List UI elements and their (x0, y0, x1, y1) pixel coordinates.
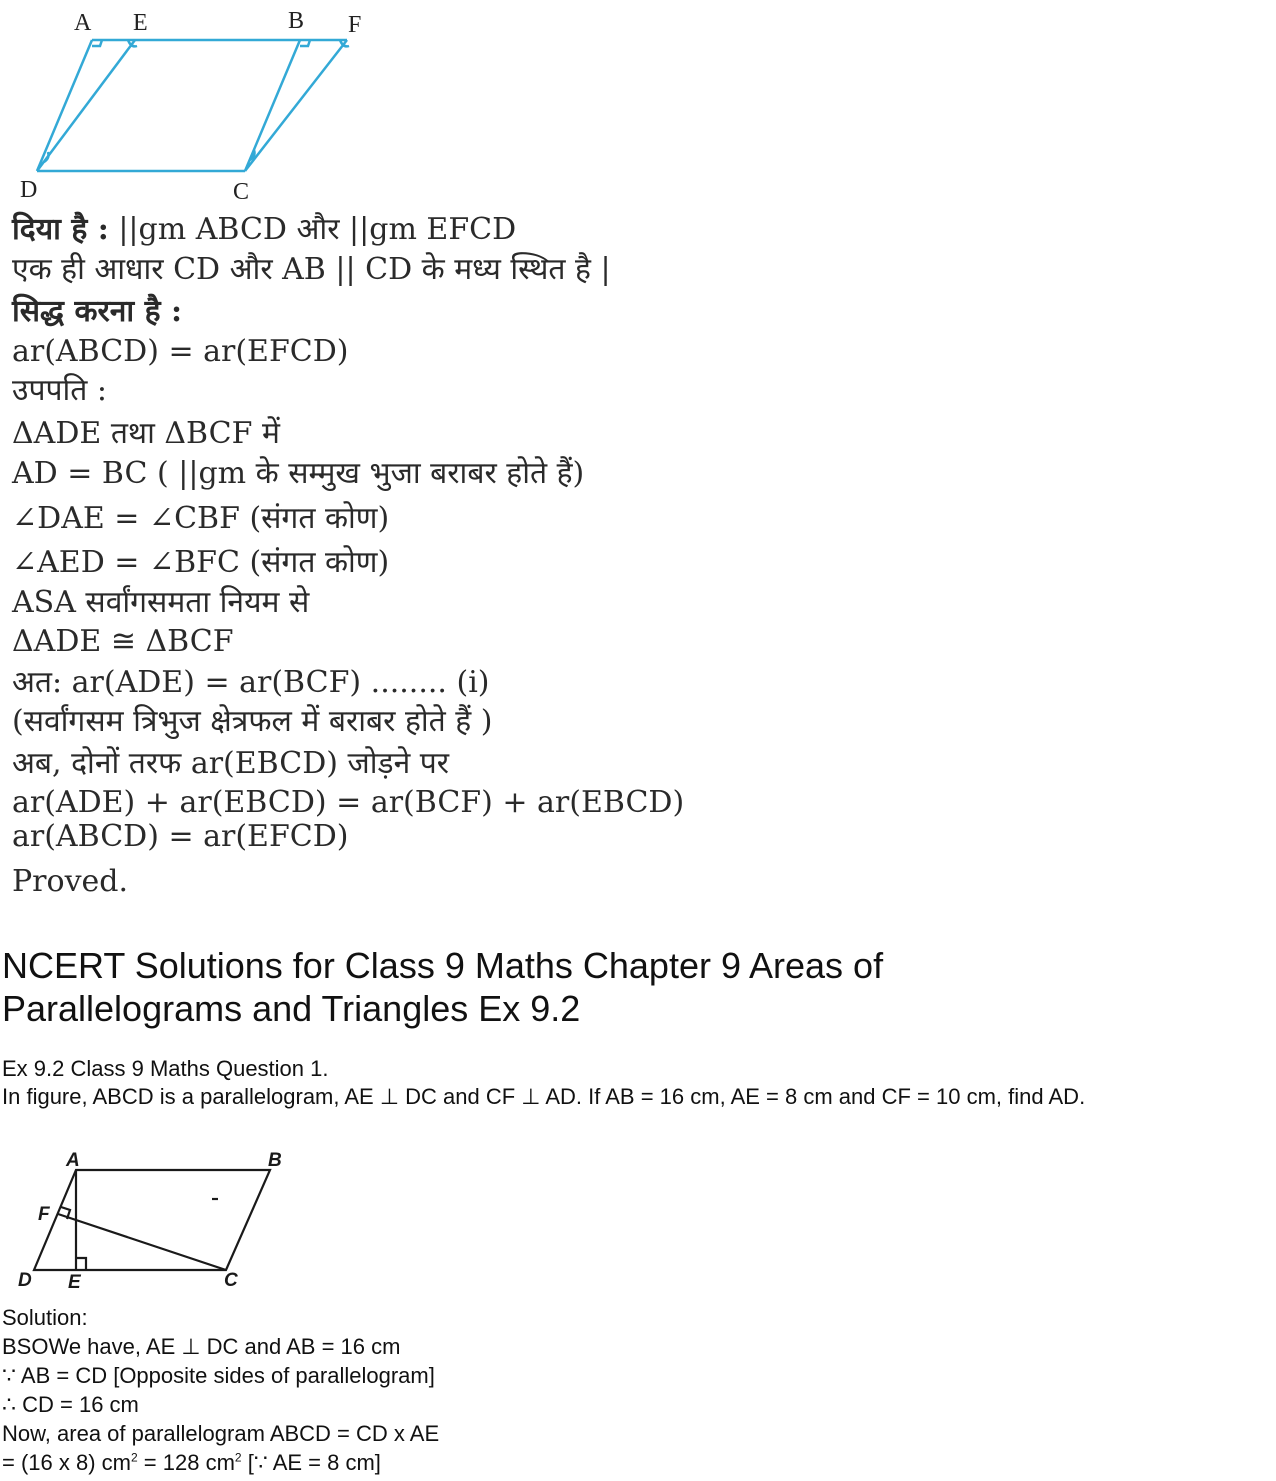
label-c: C (224, 1270, 238, 1291)
solution-line-1: BSOWe have, AE ⊥ DC and AB = 16 cm (2, 1334, 401, 1359)
superscript-2: 2 (234, 1450, 242, 1465)
question-text: In figure, ABCD is a parallelogram, AE ⊥ DC and CF ⊥ AD. If AB = 16 cm, AE = 8 cm and CF = 10 cm, find AD. (2, 1084, 1086, 1109)
label-d: D (20, 177, 38, 203)
solution-line-3: ∴ CD = 16 cm (2, 1392, 139, 1417)
proof-step-7: अत: ar(ADE) = ar(BCF) ........ (i) (12, 665, 490, 700)
proof-step-2: AD = BC ( ||gm के सम्मुख भुजा बराबर होते हैं) (12, 456, 585, 491)
question-title: Ex 9.2 Class 9 Maths Question 1. (2, 1056, 329, 1081)
solution-line-2: ∵ AB = CD [Opposite sides of parallelogram] (2, 1363, 435, 1388)
superscript-1: 2 (130, 1450, 138, 1465)
solution-line-4: Now, area of parallelogram ABCD = CD x AE (2, 1421, 440, 1446)
parallelogram-figure-question (12, 1148, 302, 1296)
parallelogram-abcd (34, 1170, 270, 1270)
proof-step-3: ∠DAE = ∠CBF (संगत कोण) (12, 501, 390, 536)
proof-label: उपपति : (12, 373, 108, 408)
given-line (12, 212, 516, 248)
given-text: ||gm ABCD और ||gm EFCD (118, 212, 517, 247)
proof-step-4: ∠AED = ∠BFC (संगत कोण) (12, 545, 390, 580)
given-line-2: एक ही आधार CD और AB || CD के मध्य स्थित है | (12, 252, 611, 287)
label-f: F (38, 1204, 50, 1225)
proof-step-8: (सर्वांगसम त्रिभुज क्षेत्रफल में बराबर होते हैं ) (12, 704, 493, 739)
solution-label: Solution: (2, 1305, 88, 1330)
proof-step-5: ASA सर्वांगसमता नियम से (12, 585, 310, 620)
label-d: D (18, 1270, 32, 1291)
solution-line-5-c: [∵ AE = 8 cm] (241, 1450, 381, 1475)
given-label: दिया है : (12, 212, 109, 247)
label-b: B (288, 8, 305, 34)
proof-step-10: ar(ADE) + ar(EBCD) = ar(BCF) + ar(EBCD) (12, 785, 685, 820)
line-fc (245, 40, 347, 171)
label-c: C (233, 179, 250, 205)
proved-text: Proved. (12, 864, 129, 899)
label-e: E (68, 1272, 81, 1293)
proof-step-6: ΔADE ≅ ΔBCF (12, 624, 234, 659)
proof-step-11: ar(ABCD) = ar(EFCD) (12, 819, 349, 854)
right-angle-e (76, 1258, 86, 1270)
line-ed (37, 40, 135, 171)
to-prove-text: ar(ABCD) = ar(EFCD) (12, 334, 349, 369)
section-heading: NCERT Solutions for Class 9 Maths Chapter 9 Areas of Parallelograms and Triangles Ex 9.2 (2, 945, 884, 1029)
label-b: B (268, 1150, 282, 1171)
solution-line-5-a: = (16 x 8) cm (2, 1450, 131, 1475)
line-ad (37, 40, 92, 171)
proof-step-9: अब, दोनों तरफ ar(EBCD) जोड़ने पर (12, 746, 450, 781)
label-f: F (348, 12, 362, 38)
proof-step-1: ΔADE तथा ΔBCF में (12, 416, 280, 451)
label-a: A (66, 1150, 80, 1171)
solution-line-5-b: = 128 cm (137, 1450, 235, 1475)
to-prove-label: सिद्ध करना है : (12, 294, 183, 329)
label-e: E (133, 10, 148, 36)
question-block (2, 1055, 1112, 1111)
line-cf (58, 1214, 226, 1270)
parallelogram-figure-top (0, 0, 380, 205)
solution-line-5 (2, 1448, 902, 1477)
label-a: A (74, 10, 92, 36)
solution-block (2, 1303, 902, 1477)
